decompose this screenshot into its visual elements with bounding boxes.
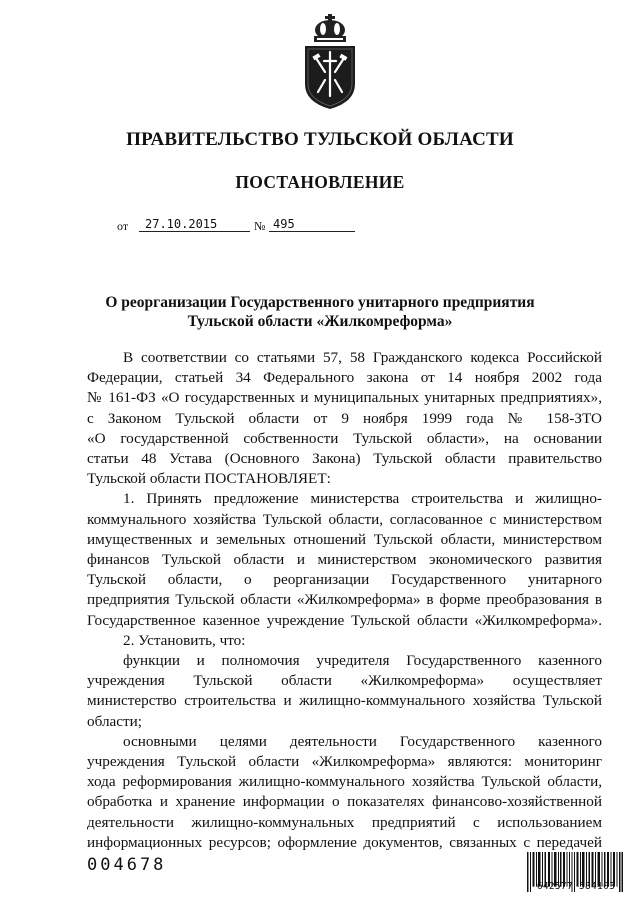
body-line: 1. Принять предложение министерства строительства и жилищно- [123, 490, 602, 508]
body-line: хода реформирования жилищно-коммунального хозяйства Тульской области, [87, 773, 602, 791]
document-type-heading: ПОСТАНОВЛЕНИЕ [235, 172, 405, 192]
decree-number: 495 [269, 217, 355, 232]
body-line: статьи 48 Устава (Основного Закона) Тульской области правительство [87, 450, 602, 468]
body-line: Федерации, статьей 34 Федерального закона от 14 ноября 2002 года [87, 369, 602, 387]
body-line: учреждения Тульской области «Жилкомреформа» являются: мониторинг [87, 753, 602, 771]
subject-line: Тульской области «Жилкомреформа» [187, 313, 453, 330]
body-line: Тульской области ПОСТАНОВЛЯЕТ: [87, 470, 331, 488]
body-line: министерство строительства и жилищно-коммунального хозяйства Тульской [87, 692, 602, 710]
body-line: коммунального хозяйства Тульской области, согласованное с министерством [87, 510, 602, 528]
body-line: учреждения Тульской области «Жилкомреформа» осуществляет [87, 672, 602, 690]
body-line: В соответствии со статьями 57, 58 Гражданского кодекса Российской [123, 349, 602, 366]
decree-body [87, 348, 602, 853]
body-line: деятельности жилищно-коммунальных предприятий с использованием [87, 813, 602, 831]
body-line: с Законом Тульской области от 9 ноября 1999 года № 158-ЗТО [87, 409, 602, 427]
body-line: Тульской области, о реорганизации Государственного унитарного [87, 571, 602, 589]
body-line: 2. Установить, что: [123, 631, 246, 649]
body-line: № 161-ФЗ «О государственных и муниципальных унитарных предприятиях», [87, 389, 602, 407]
body-line: обработка и хранение информации о показателях финансово-хозяйственной [87, 793, 602, 811]
subject-line: О реорганизации Государственного унитарного предприятия [105, 294, 535, 311]
body-line: Государственное казенное учреждение Тульской области «Жилкомреформа». [87, 611, 602, 629]
form-serial-number: 004678 [87, 855, 167, 875]
tula-coat-of-arms-emblem [299, 14, 361, 110]
decree-date: 27.10.2015 [139, 217, 250, 232]
body-line: основными целями деятельности Государственного казенного [123, 732, 602, 750]
date-label: от [117, 219, 129, 233]
number-label: № [254, 219, 266, 233]
body-line: финансов Тульской области и министерством экономического развития [87, 551, 602, 569]
body-line: «О государственной собственности Тульской области», на основании [87, 429, 602, 447]
body-line: функции и полномочия учредителя Государственного казенного [123, 652, 602, 670]
body-line: предприятия Тульской области «Жилкомреформа» в форме преобразования в [87, 591, 602, 609]
decree-subject [0, 293, 640, 331]
body-line: имущественных и земельных отношений Тульской области, министерством [87, 530, 602, 548]
barcode-number: 642577 584103 [536, 881, 616, 892]
government-name-heading: ПРАВИТЕЛЬСТВО ТУЛЬСКОЙ ОБЛАСТИ [126, 129, 514, 150]
body-line: области; [87, 712, 142, 730]
body-line: информационных ресурсов; оформление документов, связанных с передачей [87, 833, 602, 851]
